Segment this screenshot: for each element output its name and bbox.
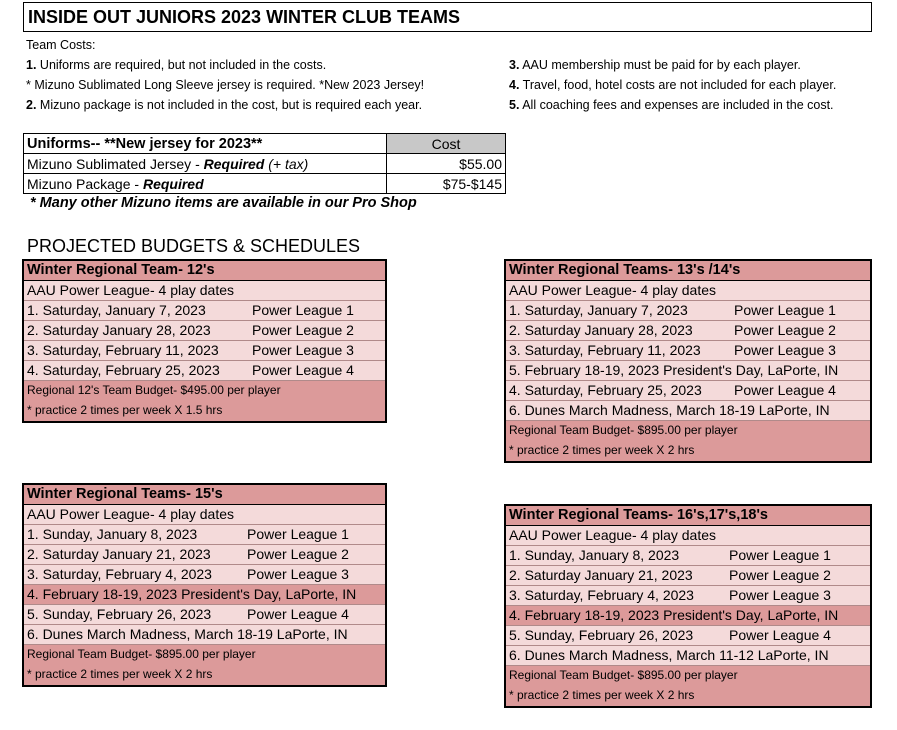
cost-note: 5. All coaching fees and expenses are included in the cost. bbox=[509, 98, 834, 112]
section-title: PROJECTED BUDGETS & SCHEDULES bbox=[27, 236, 361, 256]
cost-note: * Mizuno Sublimated Long Sleeve jersey is required. *New 2023 Jersey! bbox=[26, 78, 425, 92]
schedule-row bbox=[506, 546, 870, 566]
schedule-row bbox=[506, 626, 870, 646]
schedule-date: 3. Saturday, February 11, 2023 bbox=[509, 342, 701, 358]
schedule-row bbox=[24, 605, 385, 625]
schedule-date: 4. February 18-19, 2023 President's Day, LaPorte, IN bbox=[27, 586, 357, 602]
table-row bbox=[24, 154, 506, 174]
schedule-date: 6. Dunes March Madness, March 18-19 LaPorte, IN bbox=[27, 626, 348, 642]
team-schedule-16s-17s-18s bbox=[504, 504, 872, 708]
schedule-date: 1. Saturday, January 7, 2023 bbox=[27, 302, 206, 318]
schedule-date: 3. Saturday, February 4, 2023 bbox=[509, 587, 694, 603]
cost-header: Cost bbox=[387, 134, 506, 154]
schedule-event: Power League 1 bbox=[252, 302, 354, 318]
uniform-item: Mizuno Package - Required bbox=[24, 174, 387, 194]
schedule-row bbox=[24, 281, 385, 301]
team-budget: Regional Team Budget- $895.00 per player bbox=[506, 666, 870, 686]
team-header: Winter Regional Teams- 13's /14's bbox=[506, 261, 870, 281]
schedule-date: 4. Saturday, February 25, 2023 bbox=[27, 362, 220, 378]
table-row bbox=[24, 174, 506, 194]
schedule-row bbox=[506, 361, 870, 381]
schedule-date: 3. Saturday, February 11, 2023 bbox=[27, 342, 219, 358]
schedule-date: 4. February 18-19, 2023 President's Day, LaPorte, IN bbox=[509, 607, 839, 623]
team-header: Winter Regional Teams- 16's,17's,18's bbox=[506, 506, 870, 526]
schedule-row bbox=[506, 526, 870, 546]
team-schedule-13s-14s bbox=[504, 259, 872, 463]
schedule-row bbox=[24, 505, 385, 525]
schedule-row bbox=[506, 606, 870, 626]
schedule-event: Power League 3 bbox=[252, 342, 354, 358]
schedule-date: 2. Saturday January 28, 2023 bbox=[509, 322, 693, 338]
schedule-date: 5. February 18-19, 2023 President's Day, LaPorte, IN bbox=[509, 362, 839, 378]
schedule-row bbox=[506, 321, 870, 341]
uniform-price: $75-$145 bbox=[387, 174, 506, 194]
schedule-row bbox=[24, 341, 385, 361]
team-costs-heading: Team Costs: bbox=[26, 38, 96, 52]
uniform-price: $55.00 bbox=[387, 154, 506, 174]
practice-note: * practice 2 times per week X 1.5 hrs bbox=[24, 401, 385, 421]
schedule-event: Power League 4 bbox=[247, 606, 349, 622]
schedule-row bbox=[24, 625, 385, 645]
schedule-row bbox=[506, 301, 870, 321]
schedule-event: Power League 4 bbox=[729, 627, 831, 643]
schedule-date: 5. Sunday, February 26, 2023 bbox=[27, 606, 212, 622]
team-header: Winter Regional Team- 12's bbox=[24, 261, 385, 281]
schedule-event: Power League 2 bbox=[247, 546, 349, 562]
schedule-row bbox=[24, 565, 385, 585]
schedule-row bbox=[506, 281, 870, 301]
schedule-date: 4. Saturday, February 25, 2023 bbox=[509, 382, 702, 398]
cost-note: 2. Mizuno package is not included in the cost, but is required each year. bbox=[26, 98, 423, 112]
team-budget: Regional Team Budget- $895.00 per player bbox=[506, 421, 870, 441]
schedule-date: AAU Power League- 4 play dates bbox=[509, 282, 717, 298]
team-header: Winter Regional Teams- 15's bbox=[24, 485, 385, 505]
uniforms-table bbox=[23, 133, 506, 194]
cost-note: 3. AAU membership must be paid for by each player. bbox=[509, 58, 801, 72]
team-schedule-15s bbox=[22, 483, 387, 687]
uniforms-header: Uniforms-- **New jersey for 2023** bbox=[24, 134, 387, 154]
team-budget: Regional Team Budget- $895.00 per player bbox=[24, 645, 385, 665]
schedule-date: 6. Dunes March Madness, March 11-12 LaPorte, IN bbox=[509, 647, 829, 663]
schedule-event: Power League 2 bbox=[734, 322, 836, 338]
schedule-row bbox=[24, 585, 385, 605]
schedule-row bbox=[506, 646, 870, 666]
schedule-row bbox=[24, 361, 385, 381]
schedule-event: Power League 2 bbox=[252, 322, 354, 338]
page-title: INSIDE OUT JUNIORS 2023 WINTER CLUB TEAMS bbox=[23, 2, 872, 32]
practice-note: * practice 2 times per week X 2 hrs bbox=[506, 441, 870, 461]
cost-note: 4. Travel, food, hotel costs are not included for each player. bbox=[509, 78, 837, 92]
schedule-event: Power League 3 bbox=[729, 587, 831, 603]
schedule-date: 6. Dunes March Madness, March 18-19 LaPorte, IN bbox=[509, 402, 830, 418]
schedule-event: Power League 2 bbox=[729, 567, 831, 583]
team-costs-left bbox=[26, 35, 424, 115]
schedule-row bbox=[506, 401, 870, 421]
schedule-row bbox=[24, 301, 385, 321]
team-schedule-12s bbox=[22, 259, 387, 423]
schedule-event: Power League 1 bbox=[734, 302, 836, 318]
schedule-date: 2. Saturday January 21, 2023 bbox=[27, 546, 211, 562]
team-budget: Regional 12's Team Budget- $495.00 per player bbox=[24, 381, 385, 401]
uniform-item: Mizuno Sublimated Jersey - Required (+ tax) bbox=[24, 154, 387, 174]
schedule-date: 2. Saturday January 28, 2023 bbox=[27, 322, 211, 338]
schedule-date: 2. Saturday January 21, 2023 bbox=[509, 567, 693, 583]
schedule-event: Power League 3 bbox=[247, 566, 349, 582]
schedule-date: 1. Sunday, January 8, 2023 bbox=[27, 526, 198, 542]
schedule-row bbox=[24, 321, 385, 341]
schedule-event: Power League 3 bbox=[734, 342, 836, 358]
schedule-row bbox=[506, 586, 870, 606]
schedule-date: 1. Sunday, January 8, 2023 bbox=[509, 547, 680, 563]
schedule-event: Power League 1 bbox=[247, 526, 349, 542]
schedule-date: 3. Saturday, February 4, 2023 bbox=[27, 566, 212, 582]
schedule-row bbox=[506, 341, 870, 361]
schedule-event: Power League 1 bbox=[729, 547, 831, 563]
schedule-date: 5. Sunday, February 26, 2023 bbox=[509, 627, 694, 643]
pro-shop-note: * Many other Mizuno items are available in our Pro Shop bbox=[30, 195, 417, 211]
schedule-event: Power League 4 bbox=[252, 362, 354, 378]
schedule-date: AAU Power League- 4 play dates bbox=[27, 506, 235, 522]
schedule-date: AAU Power League- 4 play dates bbox=[27, 282, 235, 298]
schedule-row bbox=[24, 545, 385, 565]
practice-note: * practice 2 times per week X 2 hrs bbox=[24, 665, 385, 685]
schedule-date: AAU Power League- 4 play dates bbox=[509, 527, 717, 543]
schedule-event: Power League 4 bbox=[734, 382, 836, 398]
uniforms-header-row bbox=[24, 134, 506, 154]
schedule-row bbox=[506, 566, 870, 586]
team-costs-right bbox=[509, 55, 836, 115]
schedule-date: 1. Saturday, January 7, 2023 bbox=[509, 302, 688, 318]
cost-note: 1. Uniforms are required, but not included in the costs. bbox=[26, 58, 327, 72]
schedule-row bbox=[506, 381, 870, 401]
practice-note: * practice 2 times per week X 2 hrs bbox=[506, 686, 870, 706]
schedule-row bbox=[24, 525, 385, 545]
